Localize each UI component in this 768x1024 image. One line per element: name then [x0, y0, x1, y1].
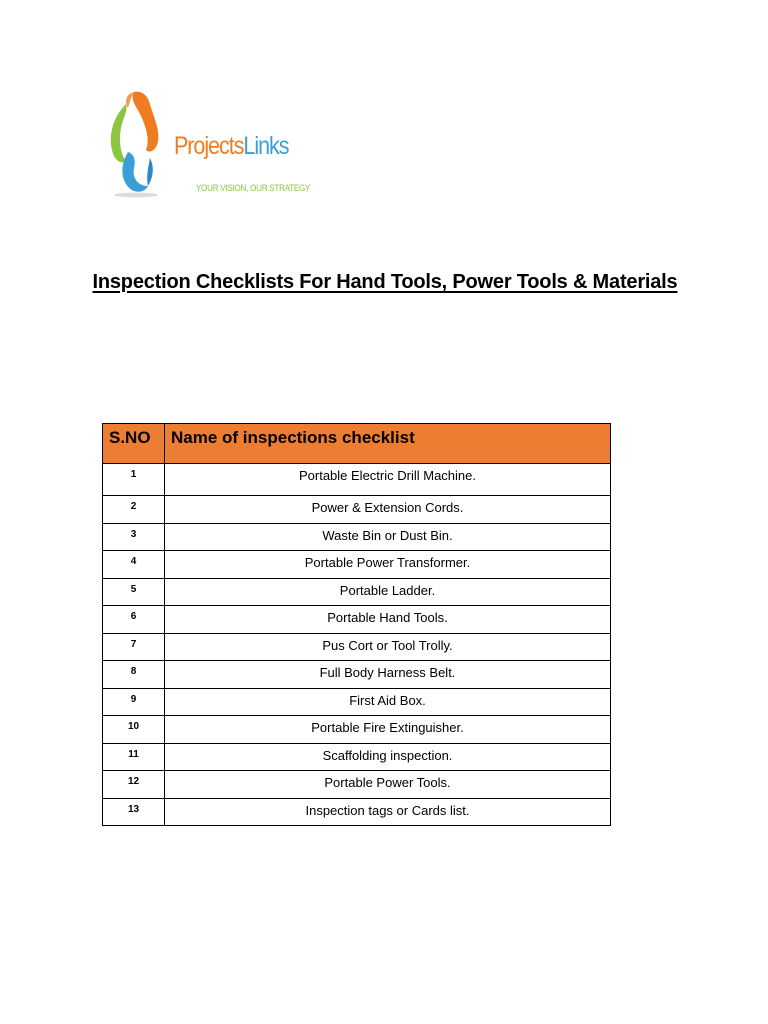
row-name: Portable Power Tools.	[165, 771, 611, 799]
table-row	[103, 464, 611, 496]
row-name: Portable Electric Drill Machine.	[165, 464, 611, 496]
row-sno: 7	[103, 633, 165, 661]
table-header-row	[103, 424, 611, 464]
row-name: Inspection tags or Cards list.	[165, 798, 611, 826]
row-sno: 5	[103, 578, 165, 606]
table-row	[103, 606, 611, 634]
row-name: Pus Cort or Tool Trolly.	[165, 633, 611, 661]
table-row	[103, 743, 611, 771]
table-row	[103, 578, 611, 606]
table-row	[103, 633, 611, 661]
row-sno: 12	[103, 771, 165, 799]
table-row	[103, 716, 611, 744]
row-name: Portable Hand Tools.	[165, 606, 611, 634]
row-name: Scaffolding inspection.	[165, 743, 611, 771]
row-name: Portable Power Transformer.	[165, 551, 611, 579]
row-sno: 11	[103, 743, 165, 771]
table-row	[103, 798, 611, 826]
row-sno: 9	[103, 688, 165, 716]
row-name: Waste Bin or Dust Bin.	[165, 523, 611, 551]
row-name: Portable Ladder.	[165, 578, 611, 606]
row-name: Full Body Harness Belt.	[165, 661, 611, 689]
projectslinks-logo	[104, 90, 311, 202]
row-sno: 10	[103, 716, 165, 744]
table-row	[103, 661, 611, 689]
logo-mark-icon	[104, 90, 168, 198]
table-row	[103, 523, 611, 551]
row-sno: 8	[103, 661, 165, 689]
table-row	[103, 771, 611, 799]
row-sno: 13	[103, 798, 165, 826]
table-row	[103, 688, 611, 716]
table-header	[103, 424, 611, 464]
logo-wordmark	[174, 134, 288, 159]
table-row	[103, 551, 611, 579]
logo-tagline: YOUR VISION, OUR STRATEGY	[196, 183, 311, 193]
row-name: First Aid Box.	[165, 688, 611, 716]
row-sno: 6	[103, 606, 165, 634]
header-sno: S.NO	[103, 424, 165, 464]
logo-wordmark-links: Links	[243, 132, 289, 160]
inspection-checklist-table	[102, 423, 611, 826]
table-body	[103, 464, 611, 826]
row-sno: 4	[103, 551, 165, 579]
table-row	[103, 496, 611, 524]
row-sno: 1	[103, 464, 165, 496]
row-sno: 2	[103, 496, 165, 524]
row-name: Power & Extension Cords.	[165, 496, 611, 524]
document-title: Inspection Checklists For Hand Tools, Power Tools & Materials	[92, 271, 678, 293]
header-name: Name of inspections checklist	[165, 424, 611, 464]
logo-wordmark-projects: Projects	[174, 132, 244, 160]
row-name: Portable Fire Extinguisher.	[165, 716, 611, 744]
row-sno: 3	[103, 523, 165, 551]
